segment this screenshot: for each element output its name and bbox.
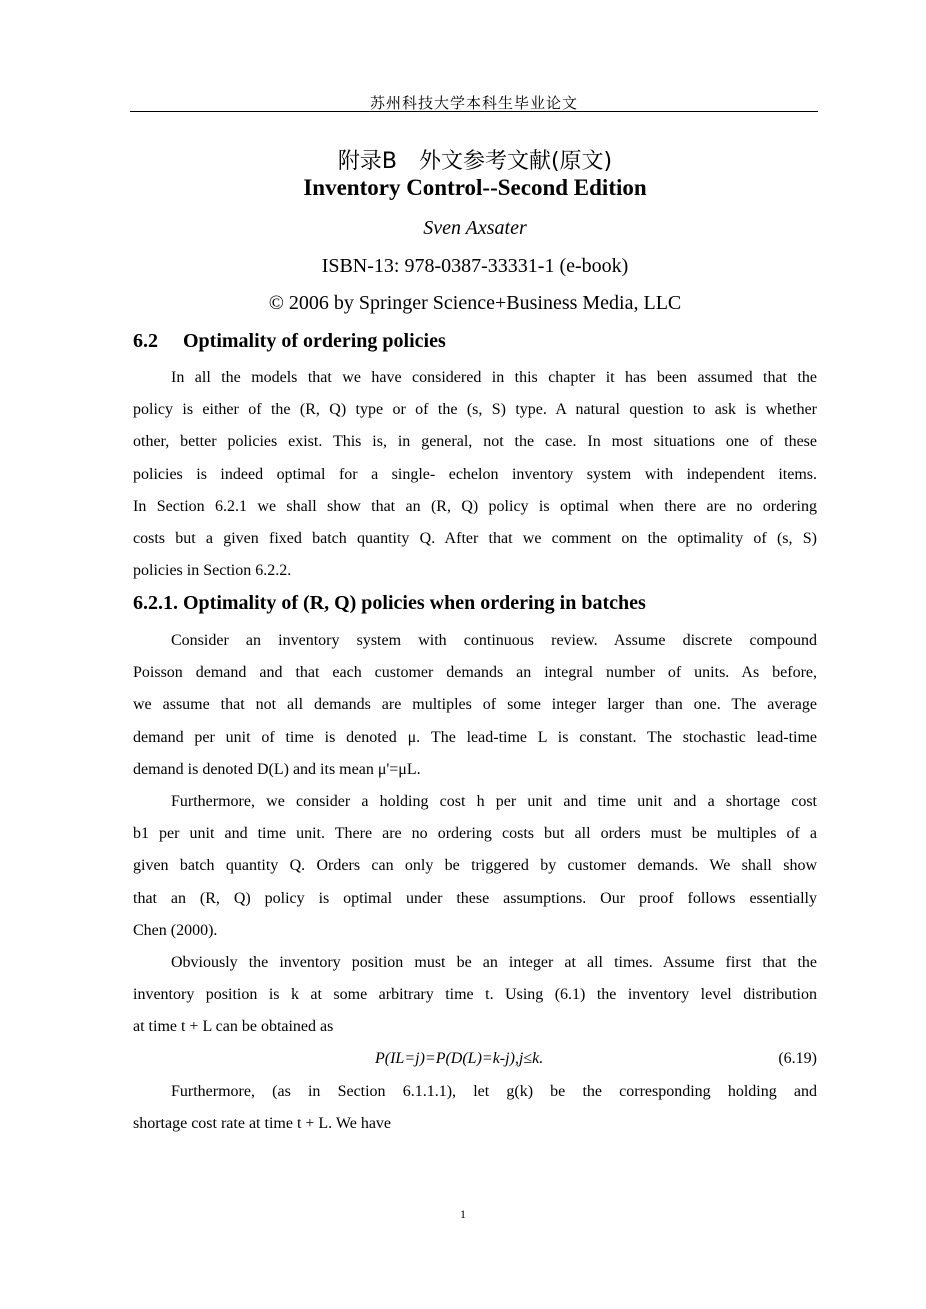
equation-number: (6.19)	[778, 1050, 817, 1067]
section-number: 6.2	[133, 330, 158, 352]
text-line: Chen (2000).	[133, 921, 218, 939]
text-line: policy is either of the (R, Q) type or of the (s, S) type. A natural question to ask is whether	[133, 401, 817, 419]
book-title: Inventory Control--Second Edition	[303, 175, 647, 200]
text-line: b1 per unit and time unit. There are no ordering costs but all orders must be multiples of a	[133, 825, 817, 843]
text-line: In Section 6.2.1 we shall show that an (R, Q) policy is optimal when there are no ordering	[133, 497, 817, 515]
text-line: demand per unit of time is denoted μ. The lead-time L is constant. The stochastic lead-time	[133, 728, 817, 746]
text-line: Obviously the inventory position must be an integer at all times. Assume first that the	[171, 954, 817, 971]
paragraph-5	[133, 1076, 817, 1140]
section-heading	[133, 330, 817, 353]
text-line: In all the models that we have considered in this chapter it has been assumed that the	[171, 369, 817, 386]
text-line: inventory position is k at some arbitrary time t. Using (6.1) the inventory level distribution	[133, 986, 817, 1004]
text-line: demand is denoted D(L) and its mean μ'=μL.	[133, 760, 421, 778]
text-line: Furthermore, we consider a holding cost h per unit and time unit and a shortage cost	[171, 793, 817, 810]
text-line: policies is indeed optimal for a single- echelon inventory system with independent items.	[133, 465, 817, 483]
isbn: ISBN-13: 978-0387-33331-1 (e-book)	[321, 255, 629, 277]
text-line: given batch quantity Q. Orders can only be triggered by customer demands. We shall show	[133, 857, 817, 875]
text-line: Consider an inventory system with continuous review. Assume discrete compound	[171, 632, 817, 649]
text-line: shortage cost rate at time t + L. We have	[133, 1115, 392, 1133]
subsection-heading: 6.2.1. Optimality of (R, Q) policies when ordering in batches	[133, 592, 646, 614]
paragraph-1	[133, 362, 817, 587]
appendix-title: 附录B 外文参考文献(原文)	[337, 149, 613, 174]
header-rule	[130, 111, 818, 112]
text-line: that an (R, Q) policy is optimal under these assumptions. Our proof follows essentially	[133, 889, 817, 907]
text-line: policies in Section 6.2.2.	[133, 562, 292, 580]
text-line: Furthermore, (as in Section 6.1.1.1), let g(k) be the corresponding holding and	[171, 1083, 817, 1100]
text-line: at time t + L can be obtained as	[133, 1018, 334, 1036]
section-title: Optimality of ordering policies	[183, 330, 446, 352]
page-number: 1	[460, 1207, 466, 1221]
paragraph-4	[133, 947, 817, 1044]
text-line: Poisson demand and that each customer demands an integral number of units. As before,	[133, 664, 817, 682]
paragraph-3	[133, 786, 817, 947]
text-line: costs but a given fixed batch quantity Q. After that we comment on the optimality of (s, S)	[133, 529, 817, 547]
page-header: 苏州科技大学本科生毕业论文	[369, 96, 578, 112]
text-line: other, better policies exist. This is, in general, not the case. In most situations one of these	[133, 433, 817, 451]
paragraph-2	[133, 625, 817, 786]
equation	[133, 1044, 817, 1076]
equation-expression: P(IL=j)=P(D(L)=k-j),j≤k.	[375, 1050, 544, 1067]
author: Sven Axsater	[423, 217, 527, 239]
text-line: we assume that not all demands are multiples of some integer larger than one. The average	[133, 696, 817, 714]
copyright: © 2006 by Springer Science+Business Media, LLC	[268, 292, 682, 314]
